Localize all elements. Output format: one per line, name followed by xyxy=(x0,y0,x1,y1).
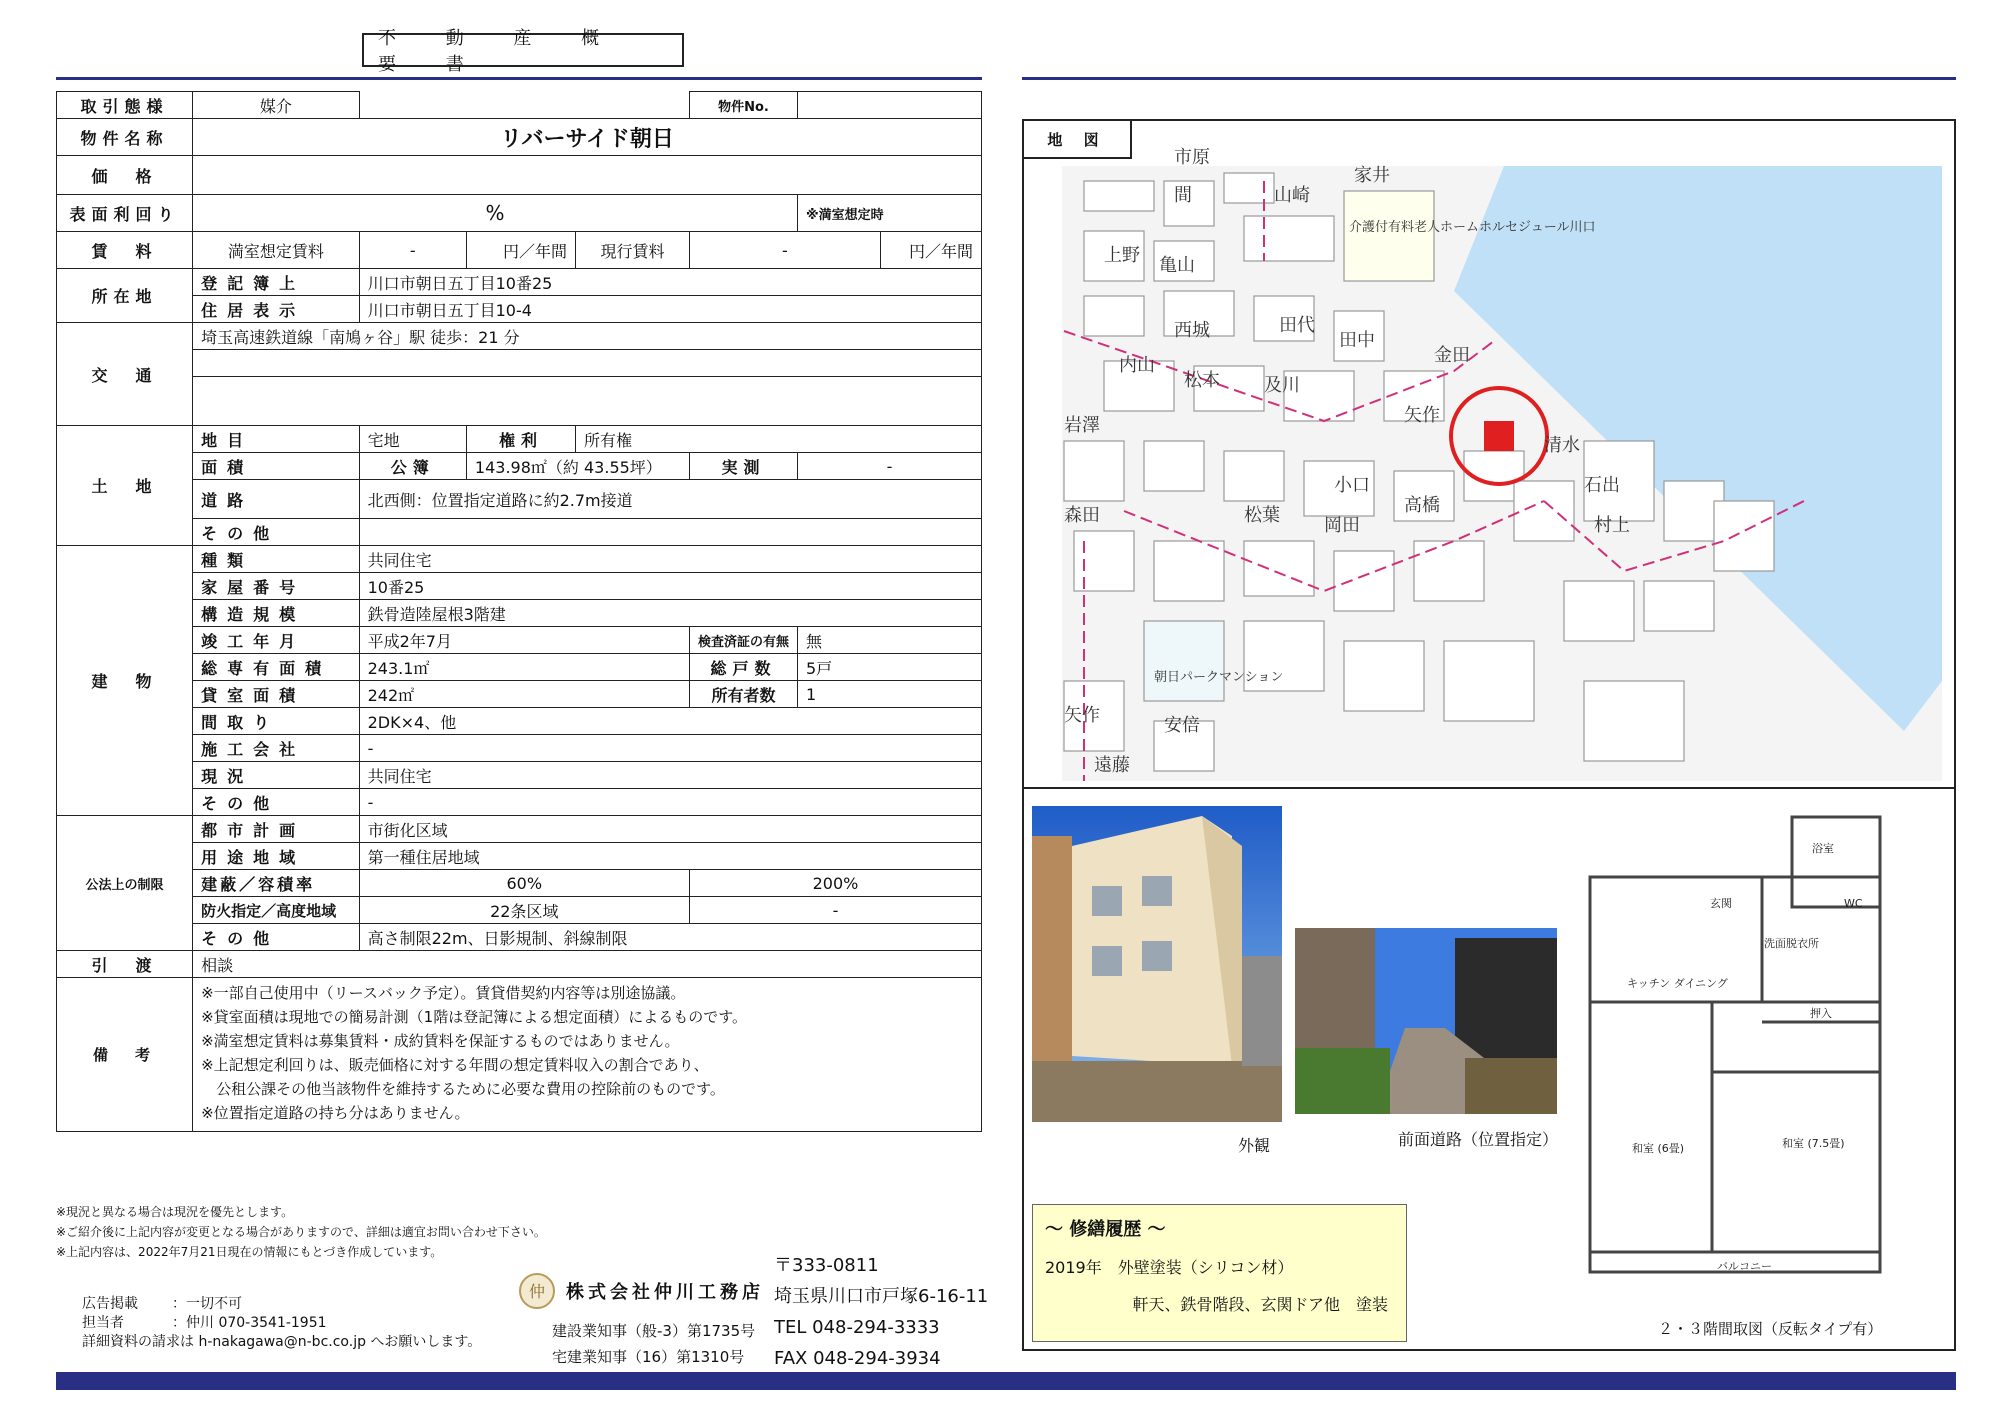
exterior-photo xyxy=(1032,806,1282,1122)
map-label: 家井 xyxy=(1354,165,1390,186)
handover-value: 相談 xyxy=(193,951,982,978)
remark-line: ※貸室面積は現地での簡易計測（1階は登記簿による想定面積）によるものです。 xyxy=(201,1008,747,1026)
left-rule xyxy=(56,77,982,80)
room-wc: WC xyxy=(1844,897,1863,910)
registry-value: 川口市朝日五丁目10番25 xyxy=(359,269,981,296)
yield-value: % xyxy=(193,195,798,232)
bldg-other-value: - xyxy=(359,789,981,816)
company-name: 株式会社仲川工務店 xyxy=(566,1282,764,1303)
map-label: 間 xyxy=(1174,185,1192,206)
road-label: 道路 xyxy=(193,480,360,519)
ad-value: ：一切不可 xyxy=(172,1296,242,1312)
fax: FAX 048-294-3934 xyxy=(774,1348,941,1369)
land-other-value xyxy=(359,519,981,546)
builder-value: - xyxy=(359,735,981,762)
owners-label: 所有者数 xyxy=(689,681,797,708)
yield-note: ※満室想定時 xyxy=(797,195,981,232)
house-no-label: 家屋番号 xyxy=(193,573,360,600)
room-kitchen: キッチン ダイニング xyxy=(1627,977,1728,990)
rent-current-value: - xyxy=(689,232,880,269)
inspection-label: 検査済証の有無 xyxy=(689,627,797,654)
person-value: ：仲川 070-3541-1951 xyxy=(172,1315,327,1331)
layout-value: 2DK×4、他 xyxy=(359,708,981,735)
rent-full-value: - xyxy=(359,232,466,269)
name-label: 物件名称 xyxy=(57,119,193,156)
map-label: 小口 xyxy=(1334,475,1370,496)
remark-line: ※位置指定道路の持ち分はありません。 xyxy=(201,1104,470,1122)
company-block xyxy=(518,1272,764,1370)
road-value: 北西側：位置指定道路に約2.7m接道 xyxy=(359,480,981,519)
units-value: 5戸 xyxy=(797,654,981,681)
handover-label: 引 渡 xyxy=(57,951,193,978)
inspection-value: 無 xyxy=(797,627,981,654)
price-value xyxy=(193,156,982,195)
repair-line-2: 軒天、鉄骨階段、玄関ドア他 塗装 xyxy=(1132,1295,1388,1314)
status-label: 現況 xyxy=(193,762,360,789)
coverage-value: 60% xyxy=(359,870,689,897)
license-2: 宅建業知事（16）第1310号 xyxy=(552,1348,745,1366)
map-frame xyxy=(1022,119,1956,789)
legal-label: 公法上の制限 xyxy=(57,816,193,951)
completion-value: 平成2年7月 xyxy=(359,627,689,654)
map-label: 内山 xyxy=(1119,355,1155,376)
remarks-label: 備 考 xyxy=(57,978,193,1132)
total-area-label: 総専有面積 xyxy=(193,654,360,681)
height-value: - xyxy=(689,897,981,924)
property-spec-table xyxy=(56,91,982,1132)
map-label: 亀山 xyxy=(1159,255,1195,276)
map-label: 田中 xyxy=(1339,330,1375,351)
kind-label: 種類 xyxy=(193,546,360,573)
remark-line: ※満室想定賃料は募集賃料・成約賃料を保証するものではありません。 xyxy=(201,1032,680,1050)
total-area-value: 243.1㎡ xyxy=(359,654,689,681)
rights-label: 権利 xyxy=(466,426,575,453)
map-label: 安倍 xyxy=(1164,715,1200,736)
fire-label: 防火指定／高度地域 xyxy=(193,897,360,924)
map-label: 市原 xyxy=(1174,147,1210,168)
fire-value: 22条区域 xyxy=(359,897,689,924)
legal-other-value: 高さ制限22m、日影規制、斜線制限 xyxy=(359,924,981,951)
map-svg xyxy=(1024,121,1954,787)
completion-label: 竣工年月 xyxy=(193,627,360,654)
road-caption: 前面道路（位置指定） xyxy=(1398,1130,1559,1149)
land-other-label: その他 xyxy=(193,519,360,546)
legal-other-label: その他 xyxy=(193,924,360,951)
map-label: 村上 xyxy=(1594,515,1630,536)
map-label: 矢作 xyxy=(1064,705,1100,726)
contact-block xyxy=(82,1295,481,1352)
remarks-cell xyxy=(193,978,982,1132)
yield-label: 表面利回り xyxy=(57,195,193,232)
document-title: 不 動 産 概 要 書 xyxy=(362,33,684,67)
location-label: 所在地 xyxy=(57,269,193,323)
map-label: 松葉 xyxy=(1244,505,1280,526)
rights-value: 所有権 xyxy=(576,426,982,453)
land-category-value: 宅地 xyxy=(359,426,466,453)
map-label: 高橋 xyxy=(1404,495,1440,516)
property-no-value xyxy=(797,92,981,119)
structure-value: 鉄骨造陸屋根3階建 xyxy=(359,600,981,627)
property-name: リバーサイド朝日 xyxy=(193,119,982,156)
floorplan-caption: ２・３階間取図（反転タイプ有） xyxy=(1658,1320,1883,1338)
footnotes xyxy=(56,1202,546,1262)
zoning-label: 用途地域 xyxy=(193,843,360,870)
road-photo xyxy=(1295,928,1557,1114)
tel: TEL 048-294-3333 xyxy=(774,1317,940,1338)
rent-current-label: 現行賃料 xyxy=(576,232,690,269)
company-logo-icon xyxy=(518,1272,556,1310)
far-value: 200% xyxy=(689,870,981,897)
city-plan-value: 市街化区域 xyxy=(359,816,981,843)
land-category-label: 地目 xyxy=(193,426,360,453)
property-no-label: 物件No. xyxy=(689,92,797,119)
map-label: 松本 xyxy=(1184,370,1220,391)
actual-value: - xyxy=(797,453,981,480)
coverage-label: 建蔽／容積率 xyxy=(193,870,360,897)
remark-line: ※上記想定利回りは、販売価格に対する年間の想定賃料収入の割合であり、 xyxy=(201,1056,709,1074)
map-label: 遠藤 xyxy=(1094,755,1130,776)
public-value: 143.98㎡（約 43.55坪） xyxy=(466,453,689,480)
status-value: 共同住宅 xyxy=(359,762,981,789)
room-entrance: 玄関 xyxy=(1710,897,1732,910)
floorplan xyxy=(1582,812,1902,1312)
area-label: 面積 xyxy=(193,453,360,480)
rent-full-label: 満室想定賃料 xyxy=(193,232,360,269)
traffic-label: 交 通 xyxy=(57,323,193,426)
builder-label: 施工会社 xyxy=(193,735,360,762)
rental-area-label: 貸室面積 xyxy=(193,681,360,708)
structure-label: 構造規模 xyxy=(193,600,360,627)
traffic-value: 埼玉高速鉄道線「南鳩ヶ谷」駅 徒歩：21 分 xyxy=(193,323,982,350)
footer-bar xyxy=(56,1372,1956,1390)
license-1: 建設業知事（般-3）第1735号 xyxy=(552,1322,756,1340)
ad-label: 広告掲載 xyxy=(82,1296,138,1312)
footnote: ※ご紹介後に上記内容が変更となる場合がありますので、詳細は適宜お問い合わせ下さい。 xyxy=(56,1225,546,1239)
land-label: 土 地 xyxy=(57,426,193,546)
right-rule xyxy=(1022,77,1956,80)
map-label: 岩澤 xyxy=(1064,415,1100,436)
residence-label: 住居表示 xyxy=(193,296,360,323)
actual-label: 実測 xyxy=(689,453,797,480)
transaction-label: 取引態様 xyxy=(57,92,193,119)
footnote: ※上記内容は、2022年7月21日現在の情報にもとづき作成しています。 xyxy=(56,1245,443,1259)
map-label-box: 地 図 xyxy=(1022,119,1132,159)
repair-history xyxy=(1032,1204,1407,1342)
rent-label: 賃 料 xyxy=(57,232,193,269)
house-no-value: 10番25 xyxy=(359,573,981,600)
request-text: 詳細資料の請求は h-nakagawa@n-bc.co.jp へお願いします。 xyxy=(82,1334,482,1350)
price-label: 価 格 xyxy=(57,156,193,195)
svg-text:仲: 仲 xyxy=(528,1282,546,1301)
map-label: 朝日パークマンション xyxy=(1154,670,1284,685)
room-bath: 浴室 xyxy=(1812,842,1834,855)
room-balcony: バルコニー xyxy=(1717,1260,1772,1273)
exterior-caption: 外観 xyxy=(1238,1136,1271,1155)
map-label: 森田 xyxy=(1064,505,1100,526)
rental-area-value: 242㎡ xyxy=(359,681,689,708)
map-label: 清水 xyxy=(1544,435,1580,456)
map-label: 山崎 xyxy=(1274,185,1310,206)
remark-line: 公租公課その他当該物件を維持するために必要な費用の控除前のものです。 xyxy=(201,1080,725,1098)
zoning-value: 第一種住居地域 xyxy=(359,843,981,870)
room-japanese-6: 和室 (6畳) xyxy=(1632,1142,1685,1155)
residence-value: 川口市朝日五丁目10-4 xyxy=(359,296,981,323)
repair-title: ～ 修繕履歴 ～ xyxy=(1045,1219,1166,1240)
map-label: 介護付有料老人ホームホルセジュール川口 xyxy=(1349,220,1596,235)
map-label: 金田 xyxy=(1434,345,1470,366)
transaction-value: 媒介 xyxy=(193,92,360,119)
room-closet: 押入 xyxy=(1810,1007,1832,1020)
kind-value: 共同住宅 xyxy=(359,546,981,573)
bldg-other-label: その他 xyxy=(193,789,360,816)
building-label: 建 物 xyxy=(57,546,193,816)
repair-line-1: 2019年 外壁塗装（シリコン材） xyxy=(1045,1258,1294,1277)
registry-label: 登記簿上 xyxy=(193,269,360,296)
company-address xyxy=(774,1250,988,1374)
map-label: 西城 xyxy=(1174,320,1210,341)
map-label: 田代 xyxy=(1279,315,1315,336)
map-label: 上野 xyxy=(1104,245,1140,266)
room-washroom: 洗面脱衣所 xyxy=(1764,937,1819,950)
city-plan-label: 都市計画 xyxy=(193,816,360,843)
address: 埼玉県川口市戸塚6-16-11 xyxy=(774,1286,989,1307)
remark-line: ※一部自己使用中（リースバック予定）。賃貸借契約内容等は別途協議。 xyxy=(201,984,686,1002)
footnote: ※現況と異なる場合は現況を優先とします。 xyxy=(56,1205,294,1219)
layout-label: 間取り xyxy=(193,708,360,735)
rent-current-unit: 円／年間 xyxy=(880,232,981,269)
map-label: 及川 xyxy=(1264,375,1300,396)
map-label: 矢作 xyxy=(1404,405,1440,426)
owners-value: 1 xyxy=(797,681,981,708)
zip: 〒333-0811 xyxy=(774,1255,879,1276)
room-japanese-75: 和室 (7.5畳) xyxy=(1782,1137,1845,1150)
public-label: 公簿 xyxy=(359,453,466,480)
units-label: 総戸数 xyxy=(689,654,797,681)
rent-full-unit: 円／年間 xyxy=(466,232,575,269)
person-label: 担当者 xyxy=(82,1315,124,1331)
property-marker xyxy=(1484,421,1514,451)
map-label: 岡田 xyxy=(1324,515,1360,536)
map-label: 石出 xyxy=(1584,475,1620,496)
